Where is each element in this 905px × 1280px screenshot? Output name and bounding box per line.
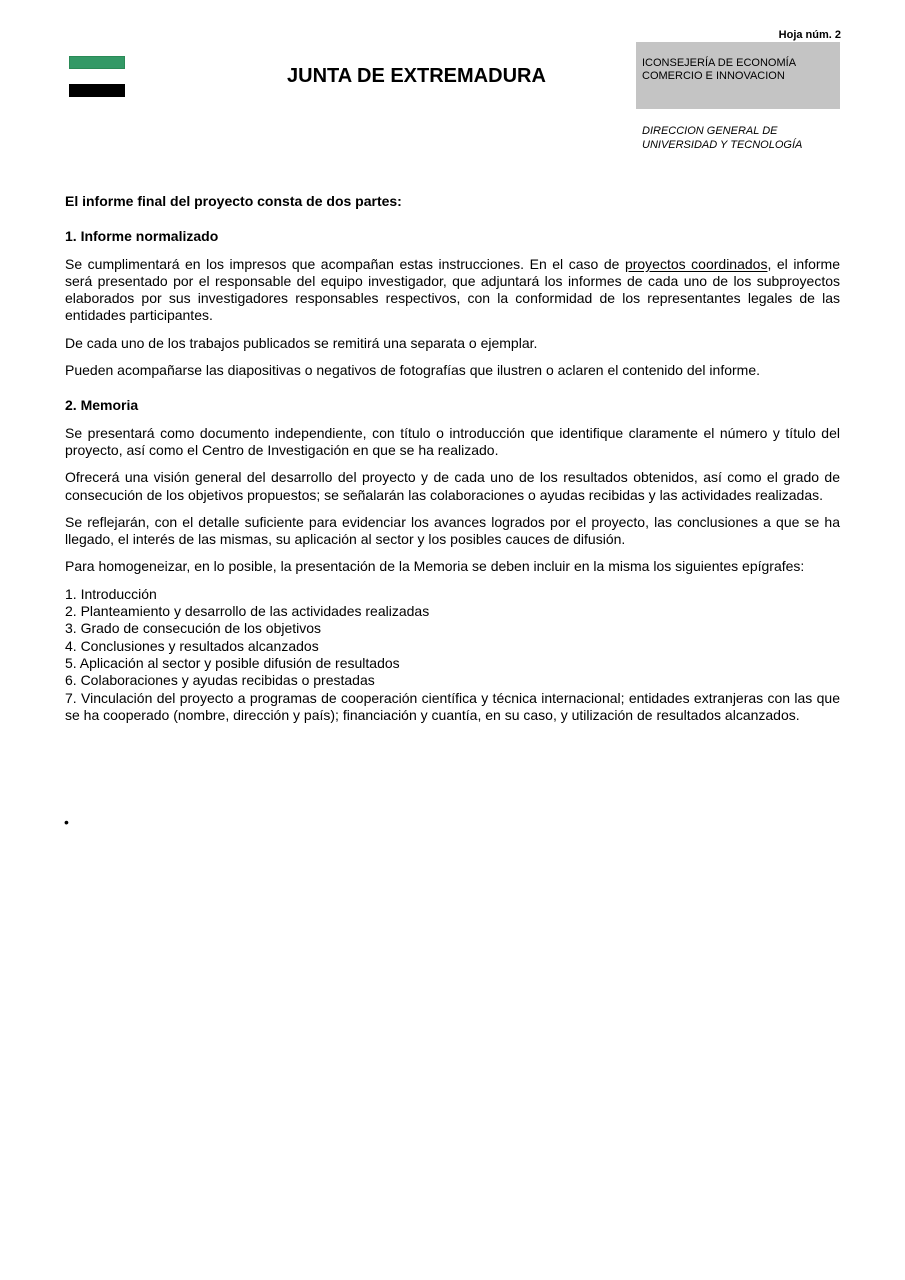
flag-black-stripe: [69, 84, 125, 97]
section-2-paragraph-1: Se presentará como documento independiente, con título o introducción que identifique claramente el número y título del proyecto, así como el Centro de Investigación en que se ha realizado.: [65, 424, 840, 458]
document-body: [65, 193, 840, 724]
department-line-2: COMERCIO E INNOVACION: [642, 70, 785, 82]
text-span: , el informe será presentado por el responsable del equipo investigador, que adjuntará los informes de cada uno de los subproyectos elaborados por sus investigadores responsables respectivos, con la conformidad de los representantes legales de las entidades participantes.: [65, 255, 840, 324]
section-1-paragraph-1: [65, 256, 840, 325]
intro-heading: El informe final del proyecto consta de dos partes:: [65, 193, 402, 209]
bullet-mark: •: [64, 814, 69, 830]
department-box: [636, 42, 840, 109]
list-item: 2. Planteamiento y desarrollo de las actividades realizadas: [65, 603, 430, 620]
section-2-heading: 2. Memoria: [65, 397, 139, 414]
department-line-1: ICONSEJERÍA DE ECONOMÍA: [642, 57, 797, 69]
directorate-line-1: DIRECCION GENERAL DE: [642, 125, 778, 137]
section-2-paragraph-3: Se reflejarán, con el detalle suficiente para evidenciar los avances logrados por el proyecto, las conclusiones a que se ha llegado, el interés de las mismas, su aplicación al sector y los posibles cauces de difusión.: [65, 513, 840, 548]
list-item: 7. Vinculación del proyecto a programas de cooperación científica y técnica internacional; entidades extranjeras con las que se ha cooperado (nombre, dirección y país); financiación y cuantía, en su caso, y utilización de resultados alcanzados.: [65, 689, 840, 723]
section-2-paragraph-2: Ofrecerá una visión general del desarrollo del proyecto y de cada uno de los resultados obtenidos, así como el grado de consecución de los objetivos propuestos; se señalarán las colaboraciones o ayudas recibidas y las actividades realizadas.: [65, 469, 840, 503]
flag-green-stripe: [69, 56, 125, 69]
directorate-line-2: UNIVERSIDAD Y TECNOLOGÍA: [642, 139, 803, 151]
list-item: 5. Aplicación al sector y posible difusión de resultados: [65, 654, 400, 671]
memoria-sections-list: [65, 586, 840, 724]
list-item: 6. Colaboraciones y ayudas recibidas o prestadas: [65, 672, 375, 689]
section-1-paragraph-2: De cada uno de los trabajos publicados se remitirá una separata o ejemplar.: [65, 334, 538, 351]
list-item: 3. Grado de consecución de los objetivos: [65, 620, 322, 637]
section-2-paragraph-4: Para homogeneizar, en lo posible, la presentación de la Memoria se deben incluir en la misma los siguientes epígrafes:: [65, 558, 805, 575]
section-1-heading: 1. Informe normalizado: [65, 228, 219, 245]
list-item: 4. Conclusiones y resultados alcanzados: [65, 637, 319, 654]
text-span: Se cumplimentará en los impresos que acompañan estas instrucciones. En el caso de: [65, 255, 625, 272]
document-title: JUNTA DE EXTREMADURA: [287, 65, 546, 87]
page-number: Hoja núm. 2: [778, 29, 841, 41]
section-1-paragraph-3: Pueden acompañarse las diapositivas o negativos de fotografías que ilustren o aclaren el contenido del informe.: [65, 362, 760, 379]
directorate: [642, 124, 802, 152]
underlined-term: proyectos coordinados: [624, 255, 768, 272]
list-item: 1. Introducción: [65, 585, 157, 602]
